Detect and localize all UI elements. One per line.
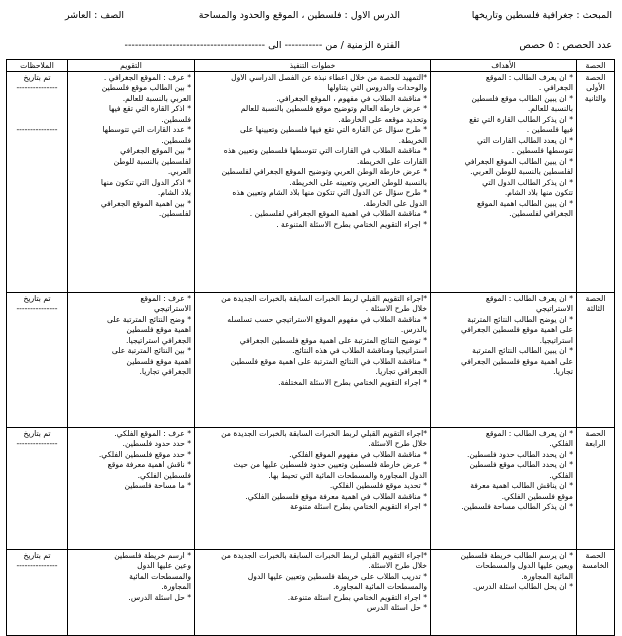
steps-line: * اجراء التقويم الختامي بطرح اسئلة متنوعة [290,502,427,512]
evaluation-line: بلاد الشام. [157,188,191,198]
evaluation-line: لفلسطين. [158,209,191,219]
objectives-line: * ان يبين الطالب النتائج المترتبة [472,346,573,356]
period-label: الفترة الزمنية / من ----------- الى ----------------------------------------- [124,40,400,51]
evaluation-line: * ناقش اهمية معرفة موقع [107,460,191,470]
session-line: الأولى [586,83,605,93]
objectives-line: * ان يعرف الطالب : الموقع [485,294,573,303]
evaluation-line: اهمية موقع فلسطين [126,356,191,366]
steps-line: بالنسبة للوطن العربي وتعيينه على الخريطة. [289,177,427,187]
session-line: الحصة [585,294,606,303]
objectives-line: على اهمية موقع فلسطين الجغرافي [460,325,573,335]
evaluation-line: والمسطحات المائية [129,571,191,581]
session-cell [577,550,615,636]
steps-cell [195,293,431,428]
col-header-evaluation: التقويم [68,60,195,72]
lesson-label: الدرس الاول : فلسطين ، الموقع والحدود والمساحة [198,10,400,21]
objectives-line: موقع فلسطين الفلكي. [501,491,573,501]
evaluation-line: الجغرافي استراتيجيا. [125,335,191,345]
notes-line: تم بتاريخ [23,429,51,438]
objectives-cell [431,293,577,428]
evaluation-line: * عرف : الموقع [140,294,191,303]
steps-line: خلال طرح الاسئلة . [365,304,427,314]
steps-line: الجغرافي تجاريا. [375,367,427,377]
steps-line: * حل اسئلة الدرس [366,603,427,613]
steps-line: * طرح سؤال عن القارة التي تقع فيها فلسطين وتعيينها على [239,125,427,135]
objectives-line: * ان يحدد الطالب موقع فلسطين [469,460,573,470]
evaluation-line: المجاورة. [161,582,191,592]
objectives-line: * ان يحل الطالب اسئلة الدرس. [472,582,573,592]
evaluation-line: * بين الطالب موقع فلسطين [101,83,191,93]
steps-line: استراتيجيا ومناقشة الطلاب في هذه النتائج. [292,346,427,356]
objectives-line: ويعين عليها الدول والمسطحات [475,561,573,571]
evaluation-line: * بين اهمية الموقع الجغرافي [100,198,191,208]
objectives-line: * ان يبين الطالب اهمية الموقع [476,198,573,208]
notes-line: --------------- [16,125,58,135]
objectives-line: تتوسطها فلسطين . [511,146,573,156]
evaluation-line: * عدد القارات التي تتوسطها [102,125,191,135]
objectives-line: لفلسطين بالنسبة للوطن العربي. [470,167,573,177]
evaluation-cell [68,293,195,428]
evaluation-line: الاستراتيجي [153,304,191,314]
steps-line: بالدرس. [400,325,427,335]
session-line: والثانية [584,93,607,103]
evaluation-line: فلسطين. [161,135,191,145]
objectives-line: * ان يوضح الطالب النتائج المترتبة [467,314,573,324]
evaluation-cell [68,550,195,636]
notes-line: --------------- [16,561,58,571]
steps-cell [195,550,431,636]
session-line: الخامسة [582,561,609,571]
col-header-steps: خطوات التنفيذ [195,60,431,72]
evaluation-line: العربي بالنسبة للعالم. [122,93,191,103]
evaluation-line: * بين الموقع الجغرافي [120,146,191,156]
session-line: الحصة [585,429,606,438]
steps-line: * مناقشة الطلاب في مفهوم الموقع الاستراتيجي حسب تسلسله [227,314,427,324]
evaluation-line: * حدد حدود فلسطين. [122,439,191,449]
session-line: الحصة [585,551,606,560]
evaluation-cell [68,428,195,550]
steps-line: الخريطة. [398,135,427,145]
col-header-objectives: الأهداف [431,60,577,72]
evaluation-line: وعين عليها الدول [137,561,191,571]
grade-label: الصف : العاشر [64,10,124,21]
steps-cell [195,428,431,550]
steps-line: * عرض خارطة الوطن العربي وتوضيح الموقع الجغرافي لفلسطين [221,167,427,177]
evaluation-cell [68,72,195,293]
objectives-line: المائية المجاورة. [521,571,573,581]
objectives-line: * ان يحدد الطالب حدود فلسطين. [466,449,573,459]
evaluation-line: * بين النتائج المترتبة على [111,346,191,356]
steps-line: الدول المجاورة والمسطحات المائية التي تحيط بها. [268,470,427,480]
steps-line: *اجراء التقويم القبلي لربط الخبرات السابقة بالخبرات الجديدة من [221,294,427,303]
objectives-cell [431,550,577,636]
steps-line: * اجراء التقويم الختامي بطرح الاسئلة المتنوعة . [276,219,427,229]
table-header-row [7,60,615,72]
steps-line: *اجراء التقويم القبلي لربط الخبرات السابقة بالخبرات الجديدة من [221,551,427,560]
col-header-session: الحصة [577,60,615,72]
objectives-line: الفلكي. [549,439,573,449]
objectives-line: الفلكي. [549,470,573,480]
notes-cell [7,72,68,293]
steps-line: * اجراء التقويم الختامي بطرح الاسئلة المختلفة. [278,377,427,387]
notes-cell [7,293,68,428]
evaluation-line: * وضح النتائج المترتبة على [107,314,191,324]
objectives-cell [431,428,577,550]
steps-line: وتحديد موقعه على الخارطة. [338,114,427,124]
steps-line: * اجراء التقويم الختامي بطرح اسئلة متنوعة. [287,592,427,602]
objectives-cell [431,72,577,293]
evaluation-line: * حدد موقع فلسطين الفلكي. [98,449,191,459]
objectives-line: * ان يذكر الطالب مساحة فلسطين. [461,502,573,512]
steps-line: خلال طرح الاسئلة. [368,561,427,571]
steps-line: * عرض خارطة فلسطين وتعيين حدود فلسطين عليها من حيث [233,460,427,470]
steps-line: والوحدات والدروس التي يتناولها [327,83,427,93]
steps-line: والمسطحات المائية المجاورة. [332,582,427,592]
notes-line: --------------- [16,304,58,314]
objectives-line: الجغرافي . [538,83,573,93]
notes-line: --------------- [16,439,58,449]
objectives-line: تتكون منها بلاد الشام. [504,188,573,198]
notes-line: --------------- [16,83,58,93]
steps-line: * مناقشة الطلاب في مفهوم الموقع الفلكي. [289,449,427,459]
evaluation-line: فلسطين. [161,114,191,124]
table-row [7,428,615,550]
steps-line: * مناقشة الطلاب في اهمية الموقع الجغرافي لفلسطين . [249,209,427,219]
objectives-line: استراتيجيا. [539,335,573,345]
session-cell [577,428,615,550]
evaluation-line: العربي. [167,167,191,177]
notes-line: تم بتاريخ [23,73,51,82]
evaluation-line: * حل اسئلة الدرس. [128,592,191,602]
evaluation-line: * عرف : الموقع الفلكي. [114,429,191,438]
notes-cell [7,428,68,550]
session-line: الرابعة [585,439,606,449]
evaluation-line: * ما مساحة فلسطين [124,481,191,491]
objectives-line: * ان يرسم الطالب خريطة فلسطين [460,551,573,560]
steps-line: * مناقشة الطلاب في اهمية معرفة موقع فلسطين الفلكي. [245,491,427,501]
evaluation-line: * ارسم خريطة فلسطين [114,551,191,560]
evaluation-line: * اذكر الدول التي تتكون منها [100,177,191,187]
table-row [7,293,615,428]
objectives-line: * ان يبين الطالب الموقع الجغرافي [464,156,573,166]
notes-cell [7,550,68,636]
evaluation-line: * اذكر القارة التي تقع فيها [108,104,191,114]
objectives-line: * ان يذكر الطالب الدول التي [482,177,573,187]
steps-line: *اجراء التقويم القبلي لربط الخبرات السابقة بالخبرات الجديدة من [221,429,427,438]
steps-line: * مناقشة الطلاب في مفهوم ، الموقع الجغرافي. [276,93,427,103]
evaluation-line: فلسطين الفلكي. [137,470,191,480]
notes-line: تم بتاريخ [23,294,51,303]
objectives-line: * ان يناقش الطالب اهمية معرفة [470,481,573,491]
evaluation-line: اهمية موقع فلسطين [126,325,191,335]
table-row [7,550,615,636]
steps-line: القارات على الخريطة. [356,156,427,166]
objectives-line: * ان يعدد الطالب القارات التي [477,135,573,145]
steps-line: * توضيح النتائج المترتبة على اهمية موقع فلسطين الجغرافي [239,335,427,345]
steps-line: * عرض خارطة العالم وتوضيح موقع فلسطين بالنسبة للعالم [240,104,427,114]
session-line: الثالثة [586,304,605,314]
objectives-line: بالنسبة للعالم. [527,104,573,114]
objectives-line: فيها فلسطين . [526,125,573,135]
steps-line: الدول على الخارطة. [363,198,427,208]
notes-line: تم بتاريخ [23,551,51,560]
evaluation-line: لفلسطين بالنسبة للوطن [113,156,191,166]
session-cell [577,72,615,293]
steps-line: * مناقشة الطلاب في النتائج المترتبة على اهمية موقع فلسطين [230,356,427,366]
steps-line: * تدريب الطلاب على خريطة فلسطين وتعيين عليها الدول [247,571,427,581]
steps-line: * طرح سؤال عن الدول التي تتكون منها بلاد الشام وتعيين هذه [232,188,427,198]
steps-line: * مناقشة الطلاب في القارات التي تتوسطها فلسطين وتعيين هذه [223,146,427,156]
evaluation-line: الجغرافي تجاريا. [139,367,191,377]
steps-line: * تحديد موقع فلسطين الفلكي. [329,481,427,491]
table-row [7,72,615,293]
notes-line [10,115,64,125]
evaluation-line: * عرف : الموقع الجغرافي . [103,73,191,82]
objectives-line: تجاريا. [553,367,573,377]
notes-line [10,94,64,104]
objectives-line: * ان يعرف الطالب : الموقع [485,429,573,438]
sessions-count-label: عدد الحصص : ٥ حصص [519,40,612,51]
lesson-plan-table [6,59,615,636]
steps-cell [195,72,431,293]
objectives-line: * ان يعرف الطالب : الموقع [485,73,573,82]
session-line: الحصة [585,73,606,82]
objectives-line: * ان يبين الطالب موقع فلسطين [471,93,573,103]
objectives-line: * ان يذكر الطالب القارة التي تقع [469,114,573,124]
objectives-line: الاستراتيجي [535,304,573,314]
objectives-line: الجغرافي لفلسطين. [509,209,573,219]
steps-line: خلال طرح الاسئلة. [368,439,427,449]
steps-line: *التمهيد للحصة من خلال اعطاء نبذة عن الفصل الدراسي الاول [231,73,427,82]
objectives-line: على اهمية موقع فلسطين الجغرافي [460,356,573,366]
session-cell [577,293,615,428]
col-header-notes: الملاحظات [7,60,68,72]
subject-label: المبحث : جغرافية فلسطين وتاريخها [471,10,612,21]
notes-line [10,104,64,114]
